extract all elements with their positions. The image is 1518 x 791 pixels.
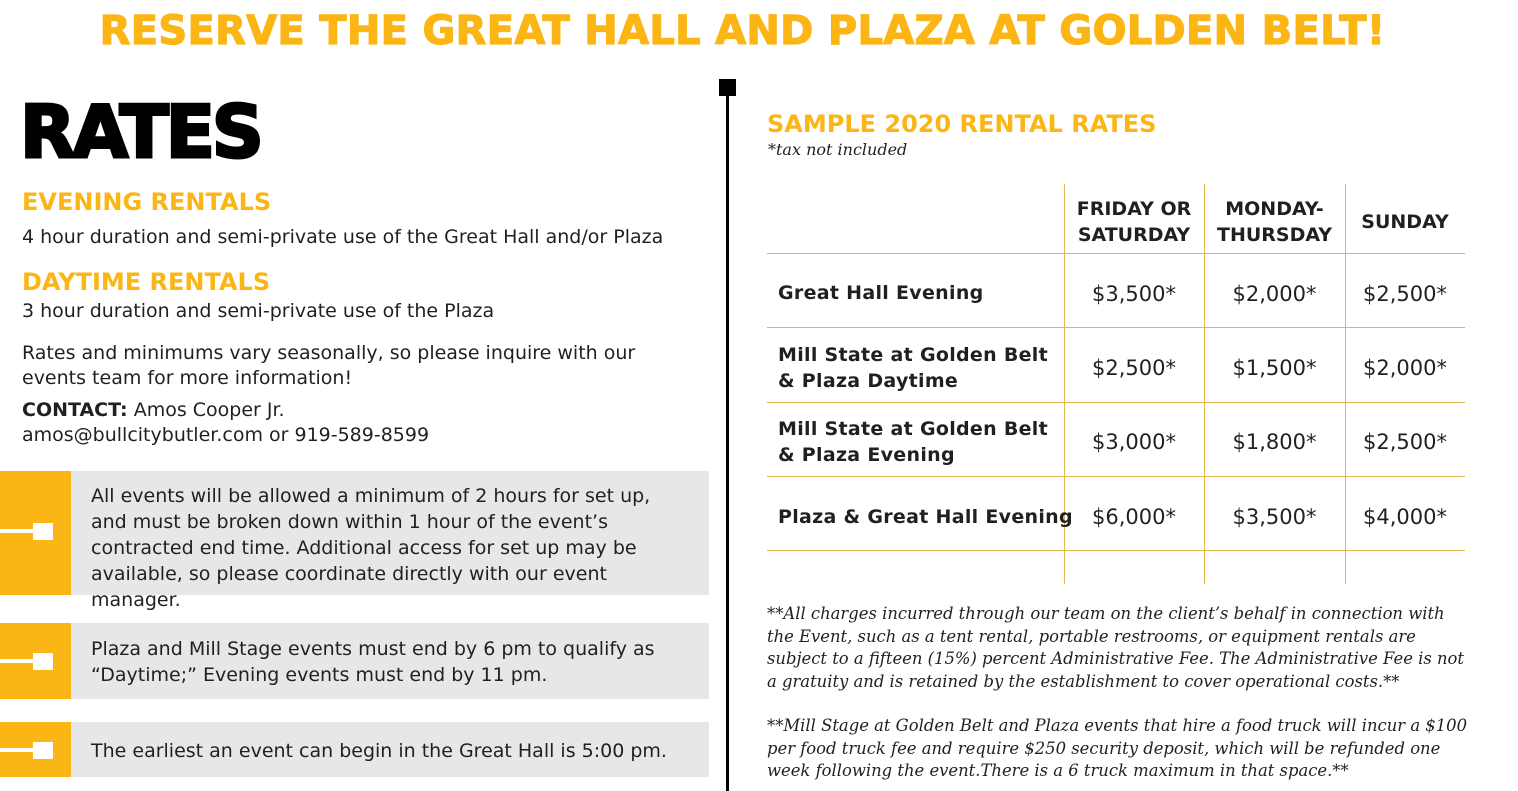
- contact-label: CONTACT:: [22, 399, 128, 421]
- table-cell: $1,500*: [1232, 356, 1317, 380]
- table-cell: $2,000*: [1363, 356, 1447, 380]
- admin-fee-footnote: **All charges incurred through our team on the client’s behalf in connection with the Event, such as a tent rental, portable restrooms, or equipment rentals are subject to a fifteen (15%) percent Administrative Fee. The Administrative Fee is not a gratuity and is retained by the establishment to cover operational costs.**: [767, 604, 1464, 691]
- row-label-great-hall-evening: Great Hall Evening: [778, 282, 984, 304]
- rule-box-setup: [0, 471, 709, 611]
- table-cell: $2,500*: [1363, 430, 1447, 454]
- rule-text: All events will be allowed a minimum of 2 hours for set up, and must be broken down within 1 hour of the event’s contracted end time. Additional access for set up may be available, so please coordinate directly with our event manager.: [91, 485, 651, 611]
- contact-block: [22, 398, 712, 448]
- table-cell: $1,800*: [1232, 430, 1317, 454]
- evening-rentals-text: 4 hour duration and semi-private use of the Great Hall and/or Plaza: [22, 226, 664, 248]
- rental-rates-table: [767, 184, 1465, 584]
- table-cell: $3,500*: [1092, 282, 1176, 306]
- column-header-fri-sat: FRIDAY OR SATURDAY: [1076, 198, 1192, 246]
- table-cell: $4,000*: [1363, 505, 1447, 529]
- contact-email-phone: amos@bullcitybutler.com or 919-589-8599: [22, 424, 430, 446]
- page-banner: RESERVE THE GREAT HALL AND PLAZA AT GOLDEN BELT!: [99, 8, 1386, 54]
- table-cell: $2,500*: [1363, 282, 1447, 306]
- sample-rates-title: SAMPLE 2020 RENTAL RATES: [767, 110, 1157, 138]
- rates-title: RATES: [20, 90, 261, 174]
- table-cell: $3,500*: [1232, 505, 1317, 529]
- row-label-plaza-great-hall-evening: Plaza & Great Hall Evening: [778, 506, 1073, 528]
- tax-note: *tax not included: [768, 140, 908, 159]
- daytime-rentals-heading: DAYTIME RENTALS: [22, 268, 271, 296]
- rule-tab-marker: [0, 623, 71, 699]
- row-label-mill-state-daytime: Mill State at Golden Belt & Plaza Daytime: [778, 344, 1049, 392]
- rule-box-end-times: [0, 623, 709, 699]
- table-cell: $3,000*: [1092, 430, 1176, 454]
- food-truck-footnote: **Mill Stage at Golden Belt and Plaza events that hire a food truck will incur a $100 per food truck fee and require $250 security deposit, which will be refunded one week following the event.There is a 6 truck maximum in that space.**: [767, 716, 1468, 780]
- table-cell: $2,500*: [1092, 356, 1176, 380]
- rule-text: Plaza and Mill Stage events must end by 6 pm to qualify as “Daytime;” Evening events must end by 11 pm.: [91, 638, 655, 686]
- rates-note: Rates and minimums vary seasonally, so please inquire with our events team for more information!: [22, 342, 636, 389]
- column-divider: [726, 82, 729, 791]
- rule-tab-marker: [0, 471, 71, 595]
- column-header-sunday: SUNDAY: [1361, 211, 1449, 233]
- contact-name: Amos Cooper Jr.: [133, 399, 285, 421]
- evening-rentals-heading: EVENING RENTALS: [22, 188, 272, 216]
- row-label-mill-state-evening: Mill State at Golden Belt & Plaza Evening: [778, 418, 1049, 466]
- rule-box-earliest-start: [0, 722, 709, 777]
- table-cell: $6,000*: [1092, 505, 1176, 529]
- rule-tab-marker: [0, 722, 71, 777]
- column-header-mon-thu: MONDAY- THURSDAY: [1216, 198, 1333, 246]
- rule-text: The earliest an event can begin in the Great Hall is 5:00 pm.: [91, 740, 667, 762]
- daytime-rentals-text: 3 hour duration and semi-private use of the Plaza: [22, 300, 495, 322]
- table-cell: $2,000*: [1232, 282, 1317, 306]
